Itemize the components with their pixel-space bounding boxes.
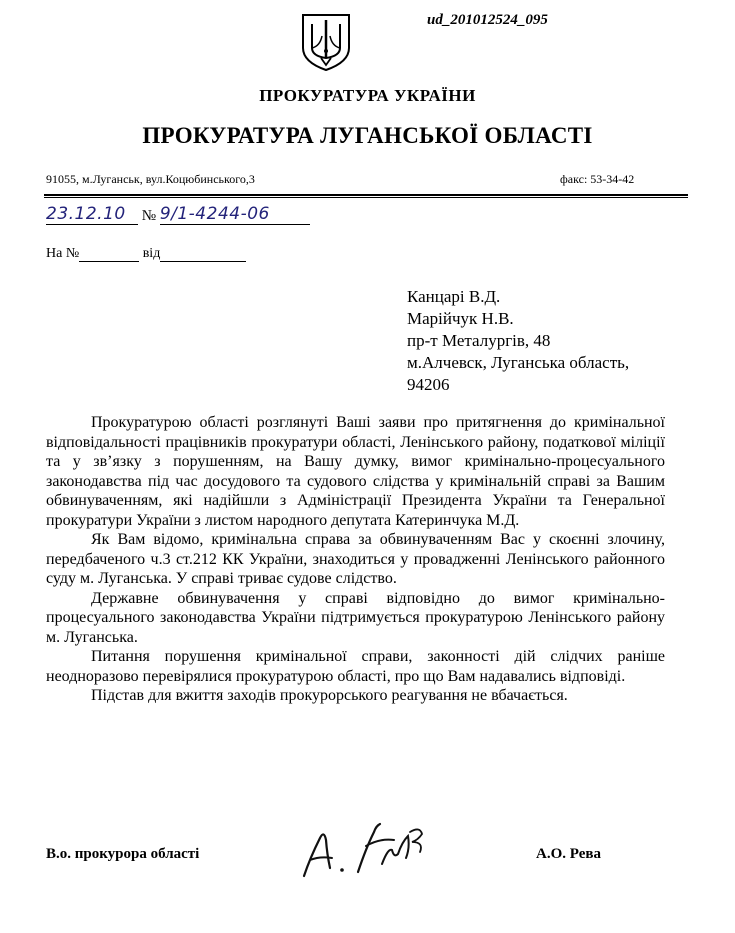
addressee-block xyxy=(407,286,629,396)
incoming-date-line xyxy=(160,261,246,262)
body-paragraph: Як Вам відомо, кримінальна справа за обвинуваченням Вас у скоєнні злочину, передбаченого ч.3 ст.212 КК України, знаходиться у провадженні Ленінського районного суду м. Луганська. У справі триває судове слідство. xyxy=(46,531,665,587)
letter-body xyxy=(46,413,665,706)
outgoing-number: 9/1-4244-06 xyxy=(159,204,270,224)
body-paragraph: Прокуратурою області розглянуті Ваші заяви про притягнення до кримінальної відповідальності працівників прокуратури області, Ленінського району, податкової міліції та у зв’язку з порушенням, на Вашу думку, вимог кримінально-процесуального законодавства під час досудового та судового слідства у кримінальній справі за Вашим обвинуваченням, які надійшли з Адміністрації Президента України та Генеральної прокуратури України з листом народного депутата Катеринчука М.Д. xyxy=(46,414,665,529)
incoming-reference xyxy=(46,246,246,262)
outgoing-date-line xyxy=(46,204,138,225)
addressee-line: Марійчук Н.В. xyxy=(407,309,514,328)
addressee-line: 94206 xyxy=(407,375,450,394)
org-top-title: ПРОКУРАТУРА УКРАЇНИ xyxy=(259,86,476,105)
signer-title: В.о. прокурора області xyxy=(46,846,200,862)
incoming-number-line xyxy=(79,261,139,262)
outgoing-reference xyxy=(46,204,310,225)
outgoing-date: 23.12.10 xyxy=(46,204,126,224)
incoming-date-label: від xyxy=(142,246,161,261)
addressee-line: м.Алчевск, Луганська область, xyxy=(407,353,630,372)
body-paragraph: Питання порушення кримінальної справи, законності дій слідчих раніше неодноразово перевірялися прокуратурою області, про що Вам надавались відповіді. xyxy=(46,648,665,685)
header-rule-thin xyxy=(44,197,688,198)
header-rule xyxy=(44,194,688,196)
document-id: ud_201012524_095 xyxy=(427,12,548,28)
org-main-title: ПРОКУРАТУРА ЛУГАНСЬКОЇ ОБЛАСТІ xyxy=(142,123,593,148)
outgoing-number-label: № xyxy=(141,208,157,224)
org-fax: факс: 53-34-42 xyxy=(560,172,635,186)
addressee-line: Канцарі В.Д. xyxy=(407,287,501,306)
body-paragraph: Підстав для вжиття заходів прокурорського реагування не вбачається. xyxy=(91,687,568,704)
trident-emblem-icon xyxy=(300,12,352,72)
body-paragraph: Державне обвинувачення у справі відповідно до вимог кримінально-процесуального законодавства України підтримується прокуратурою Ленінського району м. Луганська. xyxy=(46,589,665,646)
org-address: 91055, м.Луганськ, вул.Коцюбинського,3 xyxy=(46,172,255,186)
handwritten-signature xyxy=(296,818,446,882)
outgoing-number-line xyxy=(160,204,310,225)
addressee-line: пр-т Металургів, 48 xyxy=(407,331,551,350)
incoming-number-label: На № xyxy=(46,246,80,261)
signer-name: А.О. Рева xyxy=(536,846,601,862)
